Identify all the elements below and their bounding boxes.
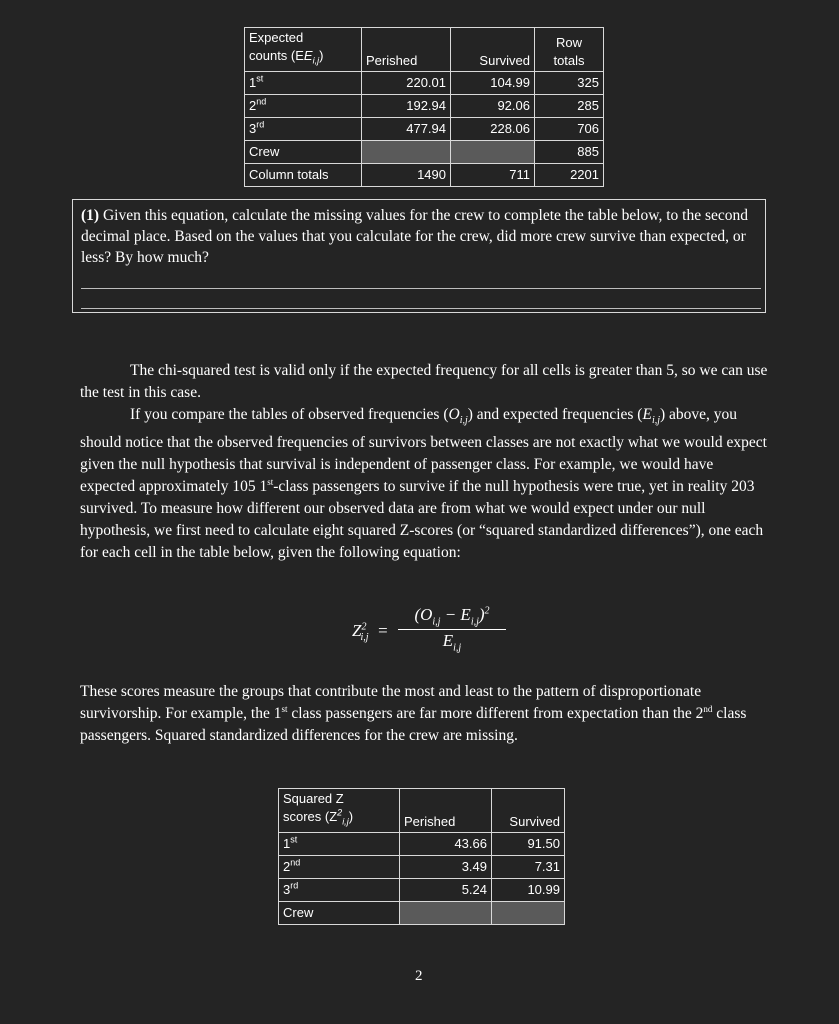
cell-perished: 43.66 bbox=[400, 832, 492, 855]
row-label: 2nd bbox=[279, 855, 400, 878]
cell-perished: 3.49 bbox=[400, 855, 492, 878]
col-survived-header: Survived bbox=[451, 28, 535, 72]
col-perished-header: Perished bbox=[362, 28, 451, 72]
cell-perished: 192.94 bbox=[362, 94, 451, 117]
col-row-totals-header: Row totals bbox=[535, 28, 604, 72]
cell-perished-blank bbox=[362, 140, 451, 163]
table-header-row bbox=[279, 789, 565, 833]
row-label: Crew bbox=[245, 140, 362, 163]
table-row bbox=[245, 163, 604, 186]
cell-perished: 477.94 bbox=[362, 117, 451, 140]
cell-survived-blank bbox=[492, 901, 565, 924]
table-row bbox=[245, 117, 604, 140]
expected-table-label: Expected counts $(EE_{i,j})$ bbox=[245, 28, 362, 72]
question-box bbox=[72, 199, 766, 313]
row-label: 3rd bbox=[245, 117, 362, 140]
paragraph: The chi-squared test is valid only if the expected frequency for all cells is greater than 5, so we can use the test in this case. bbox=[80, 362, 768, 401]
table-row bbox=[279, 855, 565, 878]
question-number: (1) bbox=[81, 207, 100, 224]
cell-survived: 228.06 bbox=[451, 117, 535, 140]
page-number: 2 bbox=[415, 968, 423, 984]
cell-survived-blank bbox=[451, 140, 535, 163]
question-text: (1) Given this equation, calculate the missing values for the crew to complete the table below, to the second decimal place. Based on the values that you calculate for the crew, did more crew survive than expected, or less? By how much? bbox=[81, 207, 749, 266]
table-row bbox=[279, 901, 565, 924]
col-survived-header: Survived bbox=[492, 789, 565, 833]
cell-total: 2201 bbox=[535, 163, 604, 186]
row-label: 2nd bbox=[245, 94, 362, 117]
row-label: Crew bbox=[279, 901, 400, 924]
cell-survived: 10.99 bbox=[492, 878, 565, 901]
row-label: 3rd bbox=[279, 878, 400, 901]
row-label: 1st bbox=[245, 71, 362, 94]
cell-survived: 711 bbox=[451, 163, 535, 186]
table-row bbox=[245, 140, 604, 163]
cell-total: 325 bbox=[535, 71, 604, 94]
row-label: 1st bbox=[279, 832, 400, 855]
paragraph: If you compare the tables of observed frequencies $(O_{i,j})$ and expected frequencies $(E_{i,j})$ above, you should notice that the observed frequencies of survivors between classes are not exactly what we would expect given the null hypothesis that survival is independent of passenger class. For example, we would have expected approximately 105 1st-class passengers to survive if the null hypothesis were true, yet in reality 203 survived. To measure how different our observed data are from what we would expect under our null hypothesis, we first need to calculate eight squared Z-scores (or “squared standardized differences”), one each for each cell in the table below, given the following equation: bbox=[80, 406, 767, 562]
cell-perished: 220.01 bbox=[362, 71, 451, 94]
table-row bbox=[245, 94, 604, 117]
expected-counts-table bbox=[244, 27, 604, 187]
answer-line[interactable] bbox=[81, 308, 761, 309]
row-label: Column totals bbox=[245, 163, 362, 186]
table-header-row bbox=[245, 28, 604, 72]
paragraph: These scores measure the groups that contribute the most and least to the pattern of disproportionate survivorship. For example, the 1st class passengers are far more different from expectation than the 2nd class passengers. Squared standardized differences for the crew are missing. bbox=[80, 683, 747, 744]
squared-z-table bbox=[278, 788, 565, 925]
cell-perished: 5.24 bbox=[400, 878, 492, 901]
table-row bbox=[279, 832, 565, 855]
cell-total: 706 bbox=[535, 117, 604, 140]
cell-perished: 1490 bbox=[362, 163, 451, 186]
col-perished-header: Perished bbox=[400, 789, 492, 833]
cell-total: 285 bbox=[535, 94, 604, 117]
cell-survived: 91.50 bbox=[492, 832, 565, 855]
table-row bbox=[279, 878, 565, 901]
cell-survived: 104.99 bbox=[451, 71, 535, 94]
cell-survived: 92.06 bbox=[451, 94, 535, 117]
answer-line[interactable] bbox=[81, 288, 761, 289]
cell-survived: 7.31 bbox=[492, 855, 565, 878]
cell-total: 885 bbox=[535, 140, 604, 163]
table-row bbox=[245, 71, 604, 94]
z-table-label: Squared Z scores $(Z^2_{i,j})$ bbox=[279, 789, 400, 833]
cell-perished-blank bbox=[400, 901, 492, 924]
